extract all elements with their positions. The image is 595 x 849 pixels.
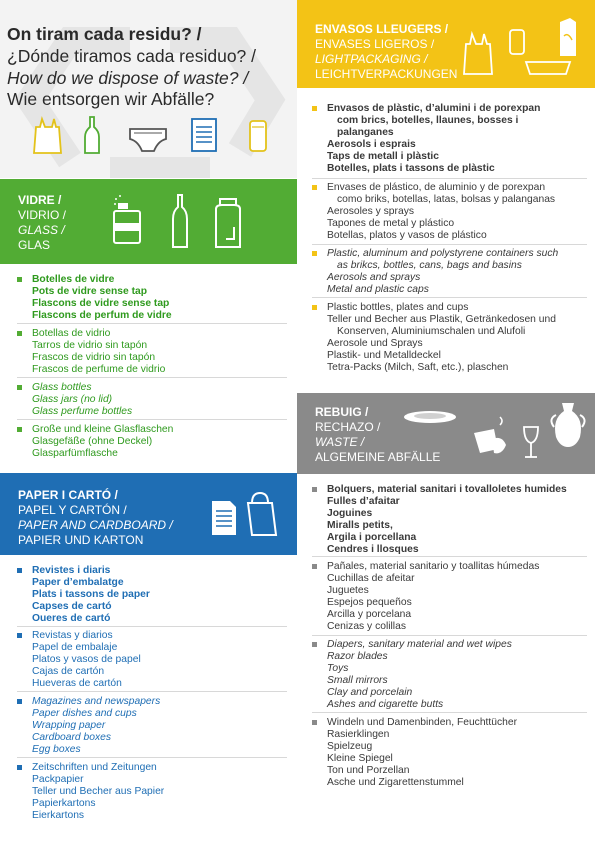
list-item: Aerosols and sprays (327, 271, 421, 283)
bullet-icon (17, 568, 22, 573)
bullet-icon (312, 564, 317, 569)
waste-title-de: ALGEMEINE ABFÄLLE (315, 450, 441, 464)
bullet-icon (312, 185, 317, 190)
bullet-icon (17, 331, 22, 336)
list-item: Pañales, material sanitario y toallitas húmedas (327, 561, 540, 572)
list-item: Botelles de vidre (32, 274, 115, 285)
list-item: Cardboard boxes (32, 731, 111, 743)
plate-icon (404, 411, 456, 423)
glass-group-es (17, 328, 165, 376)
divider (17, 419, 287, 420)
broken-pottery-icon (474, 417, 506, 453)
list-item: Packpapier (32, 773, 84, 785)
list-item: Botelles, plats i tassons de plàstic (327, 162, 495, 174)
tray-icon (526, 62, 570, 74)
list-item: Papierkartons (32, 797, 96, 809)
list-item: Clay and porcelain (327, 686, 413, 698)
list-item: Asche und Zigarettenstummel (327, 776, 464, 788)
bullet-icon (312, 106, 317, 111)
list-item: Pots de vidre sense tap (32, 285, 148, 297)
title-catalan: On tiram cada residu? / (7, 24, 202, 44)
list-item: Glasgefäße (ohne Deckel) (32, 435, 153, 447)
list-item: Envasos de plàstic, d’alumini i de porexpan (327, 103, 541, 114)
list-item: Plats i tassons de paper (32, 588, 150, 600)
left-column (0, 0, 297, 849)
packaging-title-de: LEICHTVERPACKUNGEN (315, 67, 458, 81)
bullet-icon (312, 720, 317, 725)
glass-title-de: GLAS (18, 238, 51, 252)
divider (312, 635, 587, 636)
list-item: Aerosole und Sprays (327, 337, 423, 349)
list-item: Cenizas y colillas (327, 620, 406, 632)
paper-title-en: PAPER AND CARDBOARD / (18, 518, 173, 532)
list-item: Arcilla y porcelana (327, 608, 412, 620)
divider (312, 244, 587, 245)
bottle-icon (85, 117, 99, 153)
list-item: Glass bottles (32, 382, 92, 393)
title-english: How do we dispose of waste? / (7, 68, 249, 88)
list-item: Capses de cartó (32, 600, 112, 612)
document-icon (212, 501, 236, 535)
paper-title-ca: PAPER I CARTÓ / (18, 488, 118, 502)
list-item: Magazines and newspapers (32, 696, 161, 707)
right-column (297, 0, 595, 849)
perfume-bottle-icon (114, 195, 140, 243)
list-item: Plastic bottles, plates and cups (327, 302, 469, 313)
list-item: Glasparfümflasche (32, 447, 118, 459)
bullet-icon (17, 385, 22, 390)
bullet-icon (312, 305, 317, 310)
list-item: Kleine Spiegel (327, 752, 393, 764)
list-item: Papel de embalaje (32, 641, 118, 653)
list-item: Aerosols i esprais (327, 138, 416, 150)
wine-glass-icon (524, 427, 538, 457)
list-item: Toys (327, 662, 349, 674)
glass-group-en (17, 382, 132, 418)
list-item: Glass jars (no lid) (32, 393, 113, 405)
list-item: Ashes and cigarette butts (327, 698, 444, 710)
waste-title-ca: REBUIG / (315, 405, 369, 419)
list-item: Hueveras de cartón (32, 677, 122, 689)
glass-title-en: GLASS / (18, 223, 65, 237)
divider (312, 712, 587, 713)
list-item: Flascons de vidre sense tap (32, 297, 170, 309)
list-item: Argila i porcellana (327, 531, 417, 543)
packaging-icons (462, 14, 587, 80)
bullet-icon (312, 642, 317, 647)
divider (17, 323, 287, 324)
list-item: Frascos de perfume de vidrio (32, 363, 166, 375)
waste-title-en: WASTE / (315, 435, 365, 449)
divider (17, 626, 287, 627)
waste-group-ca (312, 484, 567, 555)
paper-group-es (17, 630, 141, 690)
divider (17, 757, 287, 758)
glass-section-header (0, 179, 297, 264)
list-item: Konserven, Aluminiumschalen und Alufoli (337, 325, 526, 337)
title-spanish: ¿Dónde tiramos cada residuo? / (7, 46, 257, 66)
list-item: Joguines (327, 507, 373, 519)
list-item: Wrapping paper (32, 719, 106, 731)
carton-icon (560, 18, 576, 56)
packaging-group-de (312, 302, 556, 373)
list-item: Paper d’embalatge (32, 576, 124, 588)
glass-group-ca (17, 274, 172, 322)
bullet-icon (17, 699, 22, 704)
list-item: Egg boxes (32, 743, 81, 755)
packaging-section-header (297, 0, 595, 88)
divider (17, 377, 287, 378)
can-icon (510, 30, 524, 54)
list-item: Botellas, platos y vasos de plástico (327, 229, 487, 241)
bullet-icon (17, 633, 22, 638)
list-item: Espejos pequeños (327, 596, 412, 608)
glass-title-ca: VIDRE / (18, 193, 62, 207)
glass-icons (112, 191, 252, 253)
waste-title-es: RECHAZO / (315, 420, 381, 434)
packaging-group-ca (312, 103, 540, 174)
list-item: Zeitschriften und Zeitungen (32, 762, 157, 773)
list-item: Tetra-Packs (Milch, Saft, etc.), plaschen (327, 361, 509, 373)
glass-group-de (17, 424, 173, 460)
list-item: Plastik- und Metalldeckel (327, 349, 441, 361)
list-item: Fulles d’afaitar (327, 495, 400, 507)
glass-bottle-icon (173, 195, 187, 247)
list-item: Teller und Becher aus Papier (32, 785, 165, 797)
waste-group-es (312, 561, 539, 632)
list-item: Ton und Porzellan (327, 764, 410, 776)
title-german: Wie entsorgen wir Abfälle? (7, 89, 215, 109)
list-item: Miralls petits, (327, 519, 393, 531)
paper-group-de (17, 762, 164, 822)
waste-group-en (312, 639, 512, 710)
list-item: Tarros de vidrio sin tapón (32, 339, 148, 351)
diaper-icon (130, 129, 166, 151)
glass-title-es: VIDRIO / (18, 208, 67, 222)
packaging-title-en: LIGHTPACKAGING / (315, 52, 428, 66)
list-item: Metal and plastic caps (327, 283, 429, 295)
list-item: Tapones de metal y plástico (327, 217, 455, 229)
bullet-icon (312, 487, 317, 492)
packaging-group-es (312, 182, 555, 242)
packaging-group-en (312, 248, 558, 296)
list-item: Eierkartons (32, 809, 85, 821)
bullet-icon (17, 277, 22, 282)
list-item: Glass perfume bottles (32, 405, 133, 417)
plastic-bag-icon (34, 119, 61, 153)
list-item: Windeln und Damenbinden, Feuchttücher (327, 717, 518, 728)
list-item: Große und kleine Glasflaschen (32, 424, 174, 435)
divider (312, 556, 587, 557)
list-item: Revistes i diaris (32, 565, 111, 576)
newspaper-icon (192, 119, 216, 151)
list-item: Aerosoles y sprays (327, 205, 414, 217)
list-item: Spielzeug (327, 740, 373, 752)
list-item: Razor blades (327, 650, 388, 662)
waste-section-header (297, 393, 595, 474)
header-icons (30, 113, 280, 158)
waste-group-de (312, 717, 517, 788)
list-item: palanganes (337, 126, 394, 138)
list-item: Platos y vasos de papel (32, 653, 141, 665)
plastic-bag-icon (464, 34, 492, 74)
paper-group-ca (17, 565, 150, 625)
list-item: Taps de metall i plàstic (327, 150, 439, 162)
list-item: Plastic, aluminum and polystyrene containers such (327, 248, 559, 259)
list-item: Cendres i llosques (327, 543, 419, 555)
list-item: Cajas de cartón (32, 665, 105, 677)
packaging-title-ca: ENVASOS LLEUGERS / (315, 22, 449, 36)
list-item: Bolquers, material sanitari i tovalloletes humides (327, 484, 567, 495)
vase-icon (551, 403, 584, 447)
divider (17, 691, 287, 692)
list-item: Oueres de cartó (32, 612, 111, 624)
paper-bag-icon (248, 493, 276, 535)
list-item: Teller und Becher aus Plastik, Getränkedosen und (327, 313, 556, 325)
waste-icons (402, 399, 588, 469)
list-item: como briks, botellas, latas, bolsas y palanganas (337, 193, 556, 205)
paper-group-en (17, 696, 160, 756)
paper-section-header (0, 473, 297, 555)
list-item: Diapers, sanitary material and wet wipes (327, 639, 512, 650)
list-item: Frascos de vidrio sin tapón (32, 351, 156, 363)
can-icon (250, 121, 266, 151)
list-item: Cuchillas de afeitar (327, 572, 415, 584)
page-header (0, 0, 297, 178)
bullet-icon (312, 251, 317, 256)
list-item: Envases de plástico, de aluminio y de porexpan (327, 182, 546, 193)
list-item: Small mirrors (327, 674, 388, 686)
divider (312, 178, 587, 179)
list-item: com brics, botelles, llaunes, bosses i (337, 114, 519, 126)
list-item: Revistas y diarios (32, 630, 113, 641)
list-item: Botellas de vidrio (32, 328, 111, 339)
list-item: Juguetes (327, 584, 369, 596)
paper-title-de: PAPIER UND KARTON (18, 533, 144, 547)
divider (312, 297, 587, 298)
paper-title-es: PAPEL Y CARTÓN / (18, 503, 127, 517)
packaging-title-es: ENVASES LIGEROS / (315, 37, 435, 51)
bullet-icon (17, 427, 22, 432)
paper-icons (208, 489, 288, 537)
list-item: Paper dishes and cups (32, 707, 137, 719)
bullet-icon (17, 765, 22, 770)
list-item: Flascons de perfum de vidre (32, 309, 172, 321)
glass-jar-icon (216, 199, 240, 247)
list-item: as brikcs, bottles, cans, bags and basins (337, 259, 522, 271)
list-item: Rasierklingen (327, 728, 390, 740)
